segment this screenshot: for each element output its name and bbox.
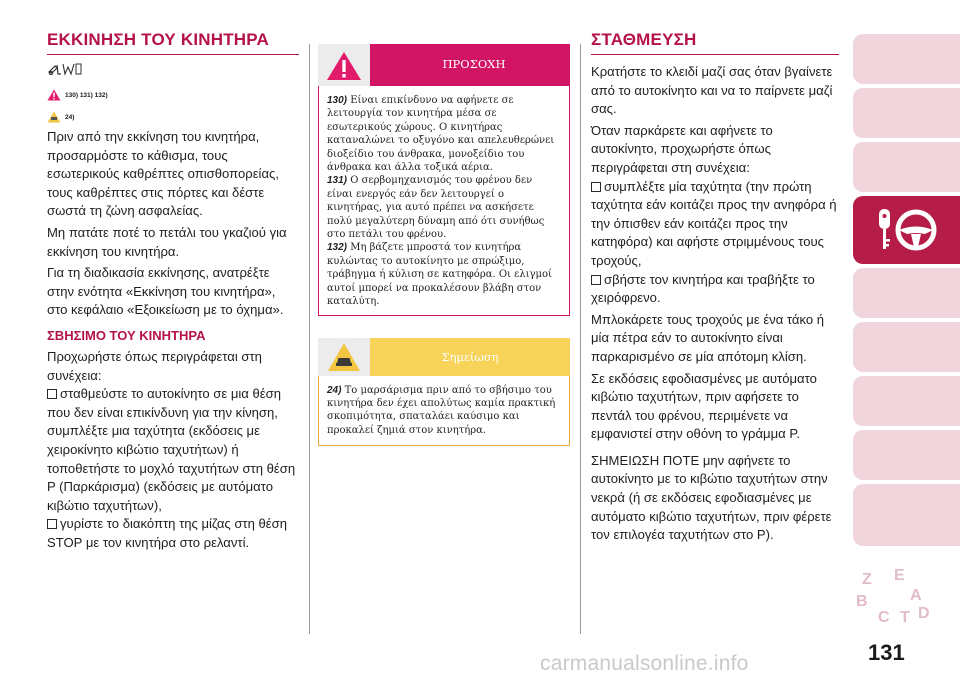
caution-item-131: 131) Ο σερβομηχανισμός του φρένου δεν είναι ενεργός εάν δεν λειτουργεί ο κινητήρας, για αυτό πρέπει να ασκήσετε πολύ μεγαλύτερη δύναμη από ότι συνήθως στο πετάλι του φρένου.	[327, 175, 545, 241]
paragraph: Πριν από την εκκίνηση του κινητήρα, προσαρμόστε το κάθισμα, τους εσωτερικούς καθρέπτες οπισθοπορείας, τους καθρέπτες στις πόρτες και δέστε σωστά τη ζώνη ασφαλείας.	[47, 129, 279, 219]
checkbox-bullet-icon	[591, 182, 601, 192]
column-divider	[580, 44, 581, 634]
list-item: σταθμεύστε το αυτοκίνητο σε μια θέση που δεν είναι επικίνδυνη για την κίνηση, συμπλέξτε μια ταχύτητα (εκδόσεις με χειροκίνητο κιβώτιο ταχυτήτων) ή τοποθετήστε το μοχλό ταχυτήτων στη θέση P (Παρκάρισμα) (εκδόσεις με αυτόματο κιβώτιο ταχυτήτων),	[47, 386, 296, 513]
svg-text:Z: Z	[862, 571, 872, 588]
chapter-tab[interactable]	[853, 484, 960, 546]
list-item: σβήστε τον κινητήρα και τραβήξτε το χειρόφρενο.	[591, 271, 815, 306]
svg-text:T: T	[900, 609, 910, 626]
chapter-tab[interactable]	[853, 268, 960, 318]
key-steering-wheel-icon	[875, 205, 939, 255]
svg-text:D: D	[918, 605, 930, 622]
list-item: γυρίστε το διακόπτη της μίζας στη θέση STOP με τον κινητήρα στο ρελαντί.	[47, 516, 288, 550]
middle-column	[318, 44, 570, 446]
chapter-tab[interactable]	[853, 376, 960, 426]
chapter-tab[interactable]	[853, 142, 960, 192]
column-divider	[309, 44, 310, 634]
engine-start-text	[47, 128, 299, 320]
note-header	[318, 338, 570, 376]
caution-body	[318, 86, 570, 316]
paragraph: Μη πατάτε ποτέ το πετάλι του γκαζιού για εκκίνηση του κινητήρα.	[47, 224, 287, 259]
chapter-tab-starting-driving[interactable]	[853, 196, 960, 264]
note-label: Σημείωση	[441, 349, 499, 364]
paragraph: Όταν παρκάρετε και αφήνετε το αυτοκίνητο, προχωρήστε όπως περιγράφεται στη συνέχεια:	[591, 122, 773, 175]
list-item: συμπλέξτε μία ταχύτητα (την πρώτη ταχύτητα εάν κοιτάζει προς την ανηφόρα ή την όπισθεν εάν κοιτάζει προς την κατηφόρα) και αφήστε στριμμένους τους τροχούς,	[591, 178, 837, 268]
chapter-tab[interactable]	[853, 430, 960, 480]
svg-text:B: B	[856, 593, 868, 610]
note-refs-row	[47, 110, 299, 124]
chapter-tab[interactable]	[853, 322, 960, 372]
svg-text:C: C	[878, 609, 890, 626]
note-car-icon	[327, 342, 361, 372]
key-engine-icon	[47, 61, 83, 77]
checkbox-bullet-icon	[47, 389, 57, 399]
paragraph: Προχωρήστε όπως περιγράφεται στη συνέχεια:	[47, 348, 262, 383]
paragraph: ΣΗΜΕΙΩΣΗ ΠΟΤΕ μην αφήνετε το αυτοκίνητο με το κιβώτιο ταχυτήτων στην νεκρά (ή σε εκδόσεις εφοδιασμένες με αυτόματο κιβώτιο ταχυτήτων, πριν φέρετε τον επιλογέα ταχυτήτων στο P).	[591, 452, 832, 543]
paragraph: Κρατήστε το κλειδί μαζί σας όταν βγαίνετε από το αυτοκίνητο και να το παίρνετε μαζί σας.	[591, 64, 833, 117]
caution-refs-row	[47, 88, 299, 102]
note-body	[318, 376, 570, 447]
section-title-parking: ΣΤΑΘΜΕΥΣΗ	[591, 30, 839, 55]
paragraph: Μπλοκάρετε τους τροχούς με ένα τάκο ή μία πέτρα εάν το αυτοκίνητο είναι παρκαρισμένο σε μία απότομη κλίση.	[591, 311, 825, 364]
alphabet-index-icon	[852, 560, 942, 640]
caution-triangle-icon	[47, 89, 61, 101]
chapter-tab[interactable]	[853, 88, 960, 138]
parking-text	[591, 63, 839, 545]
checkbox-bullet-icon	[47, 519, 57, 529]
chapter-tabs	[853, 34, 960, 550]
section-title-engine-start: ΕΚΚΙΝΗΣΗ ΤΟΥ ΚΙΝΗΤΗΡΑ	[47, 30, 299, 55]
engine-start-icons	[47, 61, 299, 83]
caution-header	[318, 44, 570, 86]
caution-label: ΠΡΟΣΟΧΗ	[442, 57, 506, 71]
caution-item-132: 132) Μη βάζετε μπροστά τον κινητήρα κυλώντας το αυτοκίνητο με σπρώξιμο, τράβηγμα ή κύλιση σε κατηφόρα. Οι ελιγμοί αυτοί μπορεί να προκαλέσουν βλάβη στον καταλύτη.	[327, 242, 552, 308]
engine-stop-text	[47, 348, 299, 553]
chapter-tab[interactable]	[853, 34, 960, 84]
note-refs: 24)	[65, 113, 75, 121]
left-column	[47, 30, 299, 552]
page-number: 131	[868, 640, 905, 665]
caution-item-130: 130) Είναι επικίνδυνο να αφήνετε σε λειτουργία τον κινητήρα μέσα σε εσωτερικούς χώρους. Ο κινητήρας καταναλώνει το οξυγόνο και απελευθερώνει διοξείδιο του άνθρακα, μονοξείδιο του άνθρακα και άλλα τοξικά αέρια.	[327, 95, 555, 174]
note-item-24: 24) Το μαρσάρισμα πριν από το σβήσιμο του κινητήρα δεν έχει απολύτως καμία πρακτική σκοπιμότητα, σπαταλάει καύσιμο και προκαλεί ζημιά στον κινητήρα.	[327, 384, 556, 436]
svg-text:E: E	[894, 567, 905, 584]
paragraph: Για τη διαδικασία εκκίνησης, ανατρέξτε στην ενότητα «Εκκίνηση του κινητήρα», στο κεφάλαιο «Εξοικείωση με το όχημα».	[47, 265, 284, 318]
note-car-icon	[47, 111, 61, 123]
checkbox-bullet-icon	[591, 275, 601, 285]
subsection-title-engine-stop: ΣΒΗΣΙΜΟ ΤΟΥ ΚΙΝΗΤΗΡΑ	[47, 327, 206, 343]
warning-triangle-icon	[326, 51, 362, 81]
right-column	[591, 30, 839, 548]
svg-text:A: A	[910, 587, 922, 604]
caution-refs: 130) 131) 132)	[65, 91, 108, 99]
watermark: carmanualsonline.info	[540, 652, 749, 675]
paragraph: Σε εκδόσεις εφοδιασμένες με αυτόματο κιβώτιο ταχυτήτων, πριν αφήσετε το πεντάλ του φρένου, περιμένετε να εμφανιστεί στην οθόνη το γράμμα P.	[591, 370, 817, 442]
